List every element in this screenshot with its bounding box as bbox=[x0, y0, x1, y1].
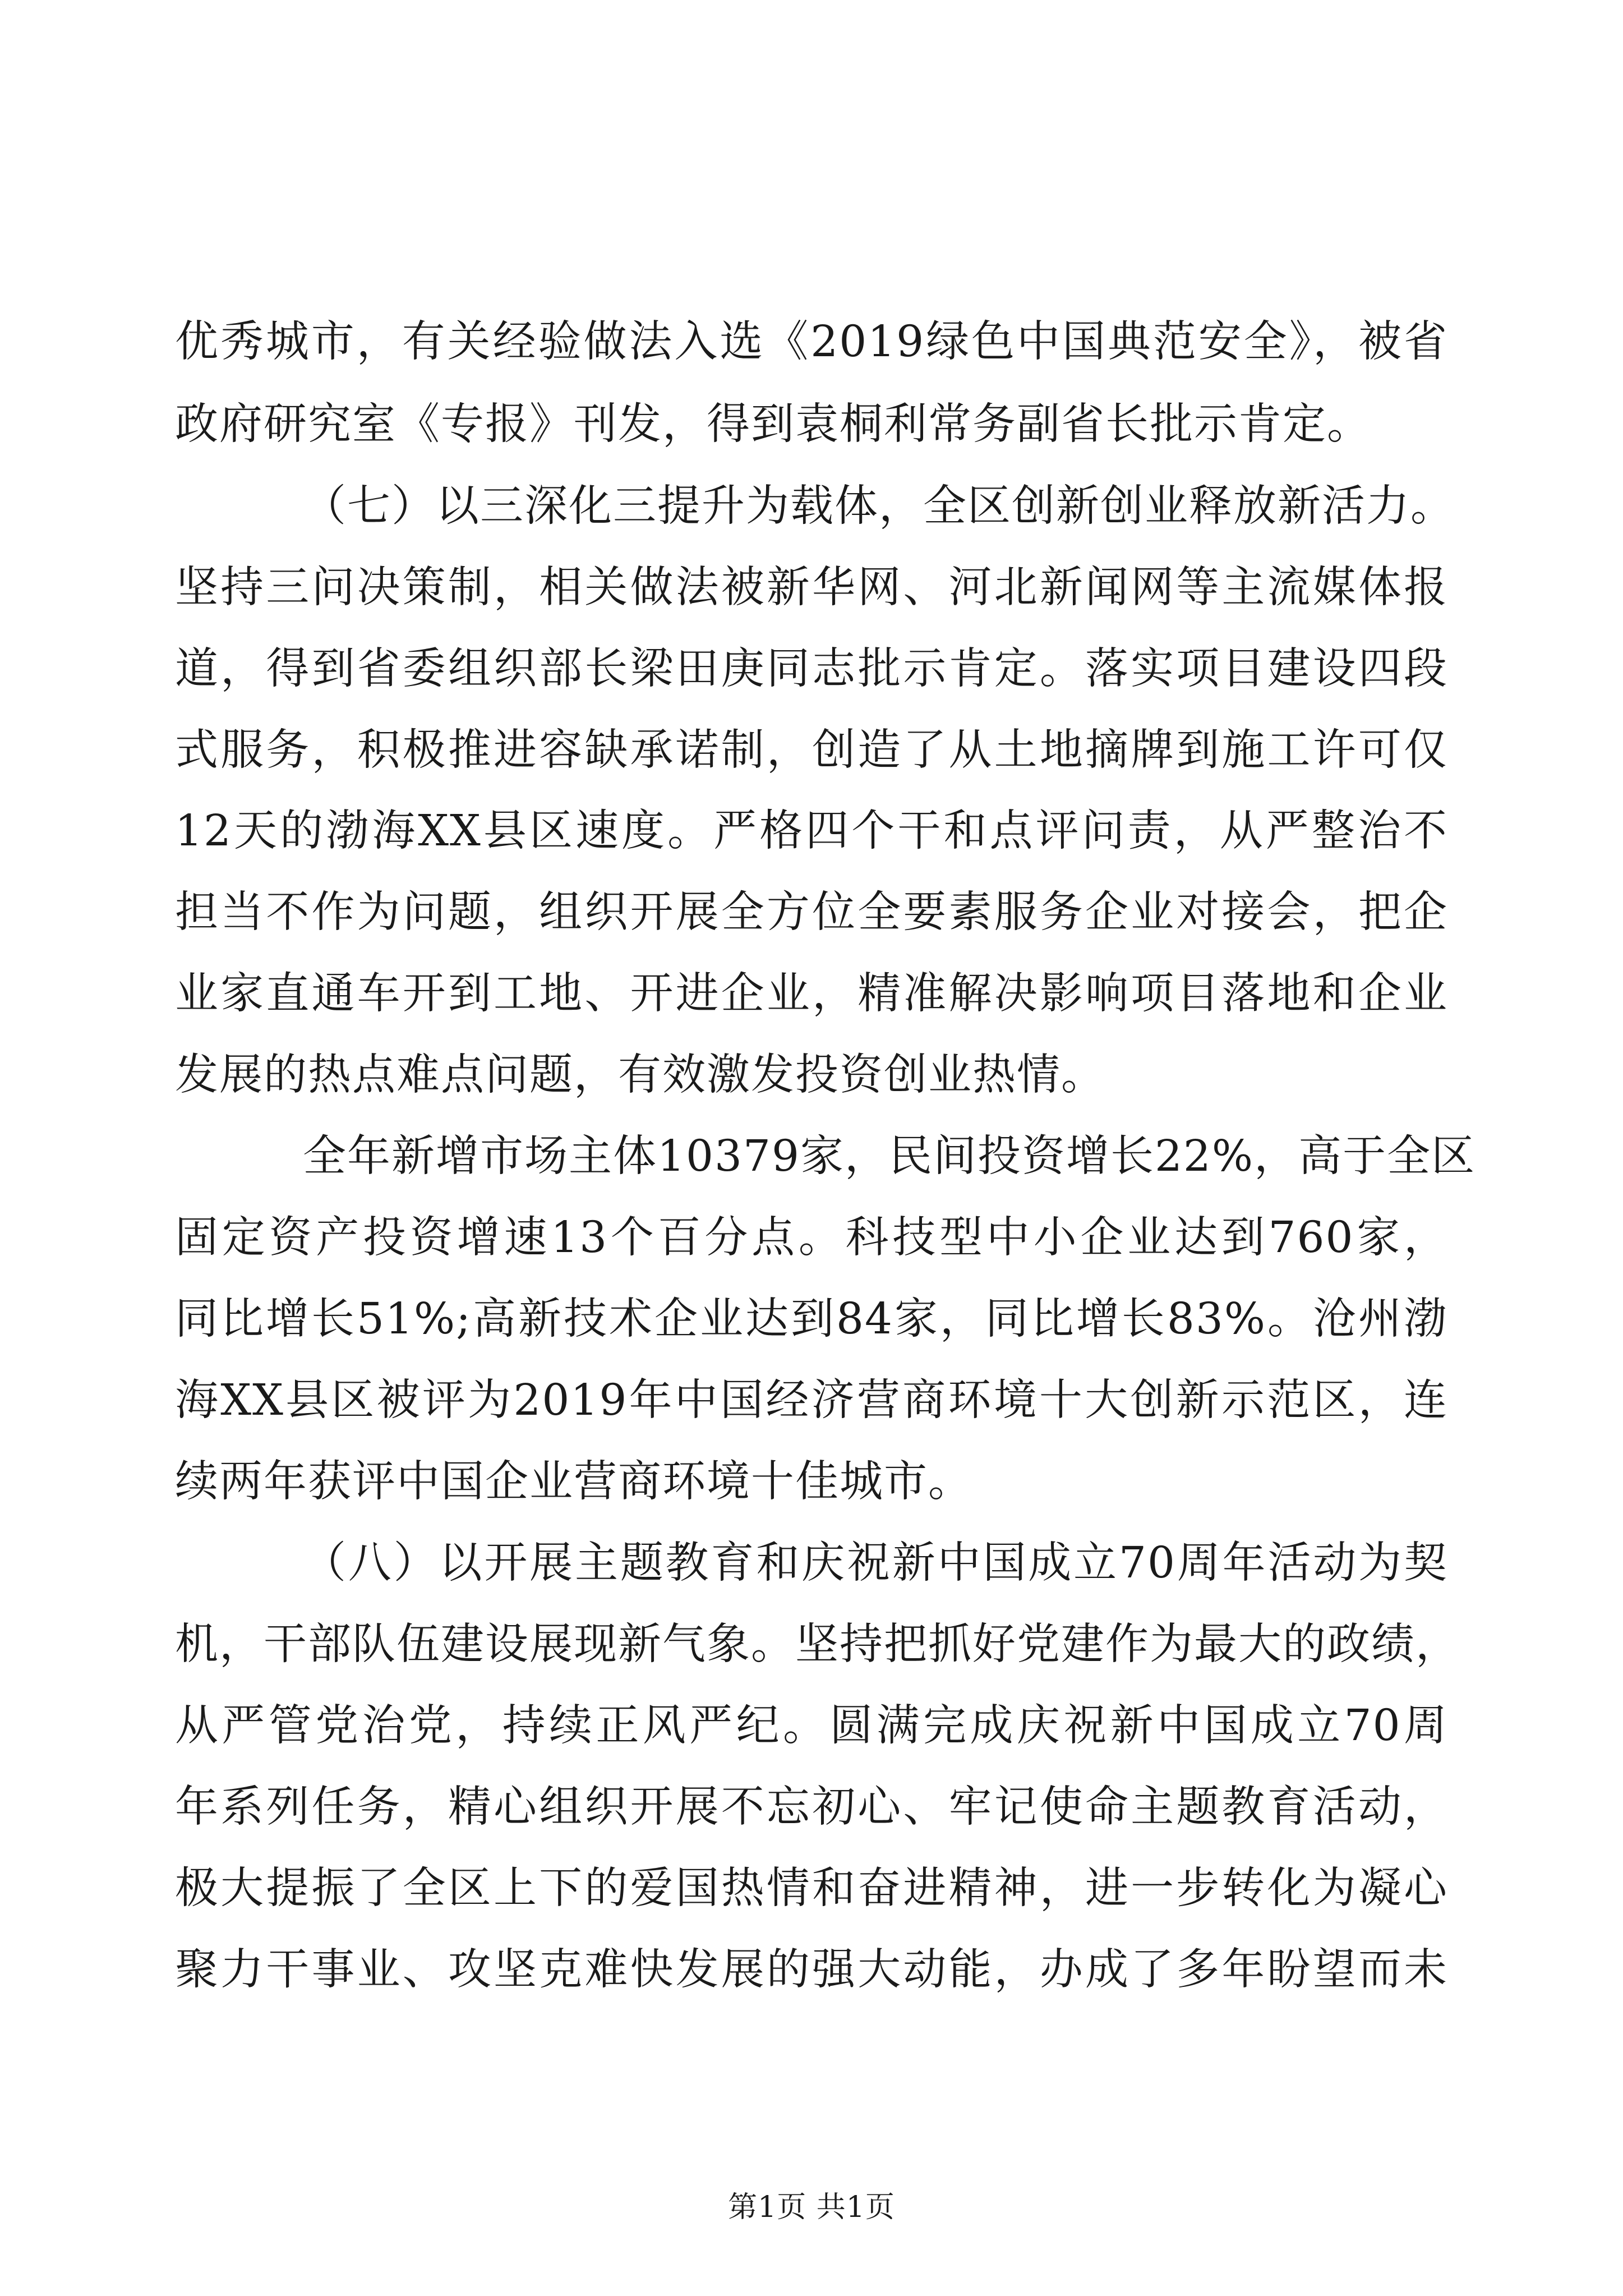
text-line: 优秀城市，有关经验做法入选《2019绿色中国典范安全》，被省 bbox=[175, 317, 1448, 367]
text-line: 担当不作为问题，组织开展全方位全要素服务企业对接会，把企 bbox=[175, 887, 1448, 937]
text-line: 同比增长51%;高新技术企业达到84家，同比增长83%。沧州渤 bbox=[175, 1294, 1448, 1344]
text-line: 机，干部队伍建设展现新气象。坚持把抓好党建作为最大的政绩， bbox=[175, 1619, 1460, 1669]
text-line: 固定资产投资增速13个百分点。科技型中小企业达到760家， bbox=[175, 1213, 1448, 1263]
text-line: 道，得到省委组织部长梁田庚同志批示肯定。落实项目建设四段 bbox=[175, 644, 1448, 694]
text-line: 12天的渤海XX县区速度。严格四个干和点评问责，从严整治不 bbox=[175, 806, 1448, 856]
text-line: 全年新增市场主体10379家，民间投资增长22%，高于全区 bbox=[303, 1131, 1476, 1181]
text-line: 从严管党治党，持续正风严纪。圆满完成庆祝新中国成立70周 bbox=[175, 1701, 1448, 1751]
text-line: 业家直通车开到工地、开进企业，精准解决影响项目落地和企业 bbox=[175, 969, 1448, 1019]
text-line: 式服务，积极推进容缺承诺制，创造了从土地摘牌到施工许可仅 bbox=[175, 725, 1448, 775]
section-heading-7: （七）以三深化三提升为载体，全区创新创业释放新活力。 bbox=[303, 481, 1455, 531]
text-line: 海XX县区被评为2019年中国经济营商环境十大创新示范区，连 bbox=[175, 1375, 1448, 1425]
text-line: 聚力干事业、攻坚克难快发展的强大动能，办成了多年盼望而未 bbox=[175, 1945, 1448, 1995]
page-footer: 第1页 共1页 bbox=[728, 2191, 895, 2224]
text-line: 年系列任务，精心组织开展不忘初心、牢记使命主题教育活动， bbox=[175, 1782, 1448, 1832]
text-line: 极大提振了全区上下的爱国热情和奋进精神，进一步转化为凝心 bbox=[175, 1864, 1448, 1913]
text-line: 政府研究室《专报》刊发，得到袁桐利常务副省长批示肯定。 bbox=[175, 399, 1371, 449]
text-line: 续两年获评中国企业营商环境十佳城市。 bbox=[175, 1457, 972, 1507]
section-heading-8: （八）以开展主题教育和庆祝新中国成立70周年活动为契 bbox=[303, 1538, 1448, 1588]
text-line: 坚持三问决策制，相关做法被新华网、河北新闻网等主流媒体报 bbox=[175, 563, 1448, 613]
text-line: 发展的热点难点问题，有效激发投资创业热情。 bbox=[175, 1050, 1105, 1100]
